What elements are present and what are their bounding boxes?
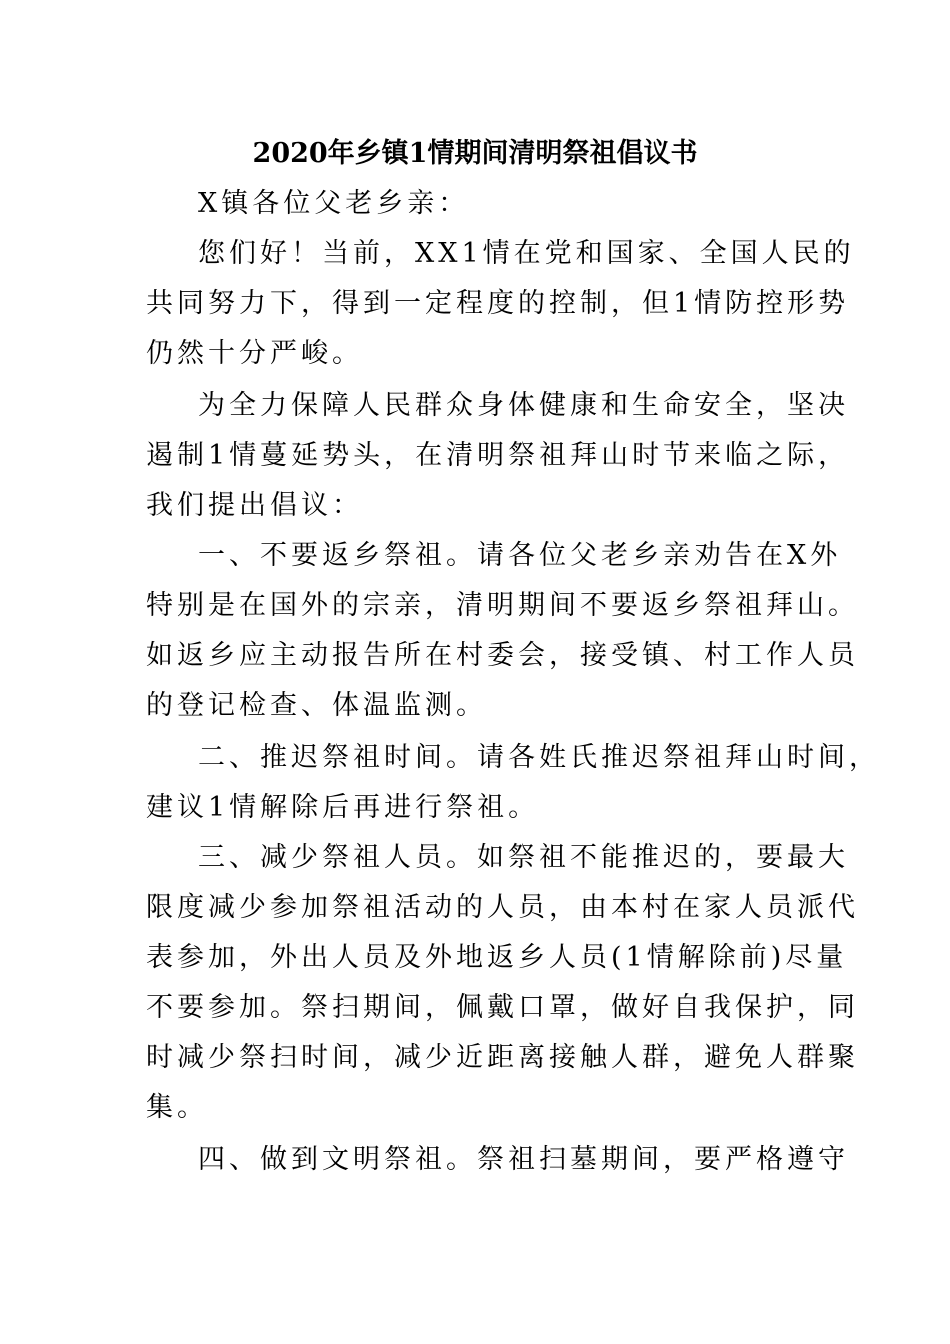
paragraph-line: 如返乡应主动报告所在村委会，接受镇、村工作人员 (146, 640, 859, 671)
paragraph-line: 我们提出倡议： (146, 490, 363, 521)
paragraph-line: 共同努力下，得到一定程度的控制，但1情防控形势 (146, 288, 850, 319)
paragraph-line: 为全力保障人民群众身体健康和生命安全，坚决 (198, 390, 849, 421)
paragraph-line: 限度减少参加祭祖活动的人员，由本村在家人员派代 (146, 892, 859, 923)
paragraph-line: 您们好！当前，XX1情在党和国家、全国人民的 (198, 238, 855, 269)
paragraph-line: 仍然十分严峻。 (146, 338, 363, 369)
paragraph-line: 特别是在国外的宗亲，清明期间不要返乡祭祖拜山。 (146, 590, 859, 621)
paragraph-line: 时减少祭扫时间，减少近距离接触人群，避免人群聚 (146, 1042, 859, 1073)
paragraph-line: 四、做到文明祭祖。祭祖扫墓期间，要严格遵守 (198, 1144, 849, 1175)
salutation-line: X镇各位父老乡亲： (198, 188, 470, 219)
paragraph-line: 集。 (146, 1092, 208, 1123)
paragraph-line: 建议1情解除后再进行祭祖。 (146, 792, 540, 823)
paragraph-line: 不要参加。祭扫期间，佩戴口罩，做好自我保护，同 (146, 992, 859, 1023)
paragraph-line: 表参加，外出人员及外地返乡人员(1情解除前)尽量 (146, 942, 848, 973)
paragraph-line: 一、不要返乡祭祖。请各位父老乡亲劝告在X外 (198, 540, 842, 571)
paragraph-line: 的登记检查、体温监测。 (146, 690, 487, 721)
document-title: 2020年乡镇1情期间清明祭祖倡议书 (252, 138, 698, 169)
paragraph-line: 三、减少祭祖人员。如祭祖不能推迟的，要最大 (198, 842, 849, 873)
paragraph-line: 二、推迟祭祖时间。请各姓氏推迟祭祖拜山时间， (198, 742, 880, 773)
paragraph-line: 遏制1情蔓延势头，在清明祭祖拜山时节来临之际， (146, 440, 850, 471)
